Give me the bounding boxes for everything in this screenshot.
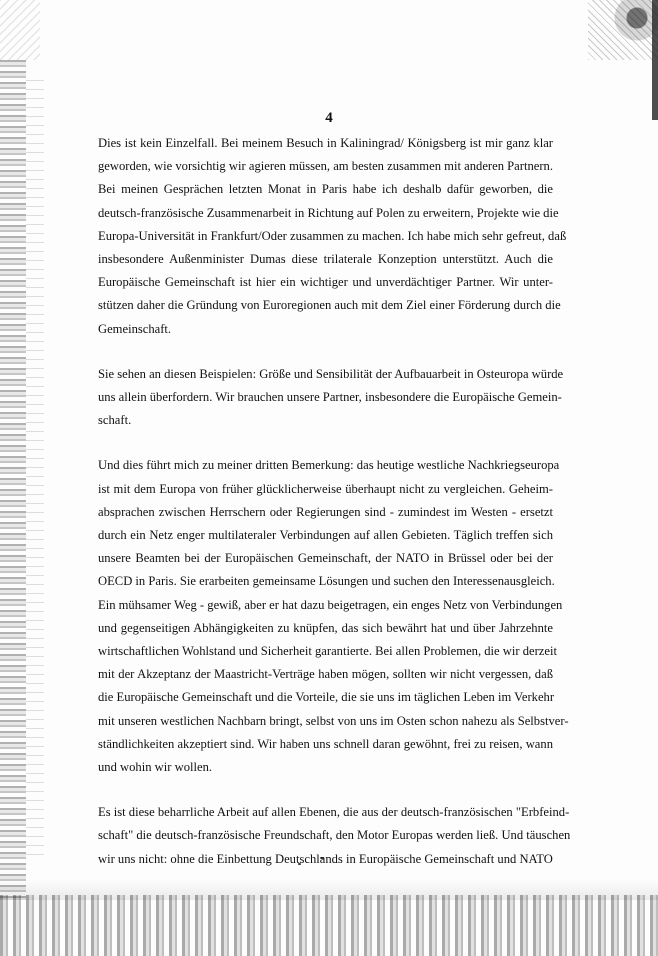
text-line: geworden, wie vorsichtig wir agieren müssen, am besten zusammen mit anderen Partnern.	[98, 159, 553, 174]
text-line: ist mit dem Europa von früher glücklicherweise überhaupt nicht zu vergleichen. Geheim-	[98, 481, 553, 496]
scan-artifact-left-edge	[0, 60, 26, 900]
text-line: stützen daher die Gründung von Euroregionen auch mit dem Ziel einer Förderung durch die	[98, 298, 561, 313]
text-line: wirtschaftlichen Wohlstand und Sicherheit garantierte. Bei allen Problemen, die wir derzeit	[98, 644, 557, 659]
paragraph	[98, 363, 564, 433]
text-line: absprachen zwischen Herrschern oder Regierungen sind - zumindest im Westen - ersetzt	[98, 504, 553, 519]
text-line: Europäische Gemeinschaft ist hier ein wichtiger und unverdächtiger Partner. Wir unter-	[98, 275, 553, 290]
text-line: ständlichkeiten akzeptiert sind. Wir haben uns schnell daran gewöhnt, frei zu reisen, wann	[98, 736, 553, 751]
text-line: Es ist diese beharrliche Arbeit auf allen Ebenen, die aus der deutsch-französischen "Erbfeind-	[98, 805, 570, 820]
text-line: Und dies führt mich zu meiner dritten Bemerkung: das heutige westliche Nachkriegseuropa	[98, 458, 560, 473]
text-line: und wohin wir wollen.	[98, 760, 213, 775]
text-line: Bei meinen Gesprächen letzten Monat in Paris habe ich deshalb dafür geworben, die	[98, 182, 553, 197]
scan-artifact-bottom-edge	[0, 895, 658, 956]
text-line: deutsch-französische Zusammenarbeit in Richtung auf Polen zu erweitern, Projekte wie die	[98, 205, 559, 220]
text-line: und gegenseitigen Abhängigkeiten zu knüpfen, das sich bewährt hat und über Jahrzehnte	[98, 620, 553, 635]
text-line: durch ein Netz enger multilateraler Verbindungen auf allen Gebieten. Täglich treffen sich	[98, 528, 553, 543]
document-body	[98, 132, 571, 871]
text-line: Ein mühsamer Weg - gewiß, aber er hat dazu beigetragen, ein enges Netz von Verbindungen	[98, 597, 563, 612]
text-line: schaft" die deutsch-französische Freundschaft, den Motor Europas werden ließ. Und täuschen	[98, 828, 571, 843]
scan-artifact-left-shadow	[26, 80, 44, 860]
page-number: 4	[325, 110, 333, 126]
scan-artifact-right-edge	[652, 0, 658, 120]
text-line: Dies ist kein Einzelfall. Bei meinem Besuch in Kaliningrad/ Königsberg ist mir ganz klar	[98, 136, 553, 150]
paragraph	[98, 801, 571, 871]
text-line: uns allein überfordern. Wir brauchen unsere Partner, insbesondere die Europäische Gemein-	[98, 390, 562, 405]
text-line: Sie sehen an diesen Beispielen: Größe und Sensibilität der Aufbauarbeit in Osteuropa würde	[98, 366, 564, 381]
paragraph	[98, 132, 567, 341]
scan-artifact-top-left	[0, 0, 40, 60]
text-line: wir uns nicht: ohne die Einbettung Deutschlands in Europäische Gemeinschaft und NATO	[98, 851, 553, 866]
scan-artifact-top-right	[588, 0, 658, 60]
text-line: die Europäische Gemeinschaft und die Vorteile, die sie uns im täglichen Leben im Verkehr	[98, 690, 555, 705]
text-line: Gemeinschaft.	[98, 321, 172, 336]
text-line: OECD in Paris. Sie erarbeiten gemeinsame Lösungen und suchen den Interessenausgleich.	[98, 574, 555, 589]
paragraph	[98, 454, 569, 779]
text-line: schaft.	[98, 413, 132, 428]
text-line: Europa-Universität in Frankfurt/Oder zusammen zu machen. Ich habe mich sehr gefreut, daß	[98, 228, 567, 243]
text-line: mit der Akzeptanz der Maastricht-Verträge haben mögen, sollten wir nicht vergessen, daß	[98, 667, 553, 682]
text-line: unsere Beamten bei der Europäischen Gemeinschaft, der NATO in Brüssel oder bei der	[98, 551, 553, 566]
text-line: insbesondere Außenminister Dumas diese trilaterale Konzeption unterstützt. Auch die	[98, 252, 553, 267]
text-line: mit unseren westlichen Nachbarn bringt, selbst von uns im Osten schon nahezu als Selbstver-	[98, 713, 569, 728]
